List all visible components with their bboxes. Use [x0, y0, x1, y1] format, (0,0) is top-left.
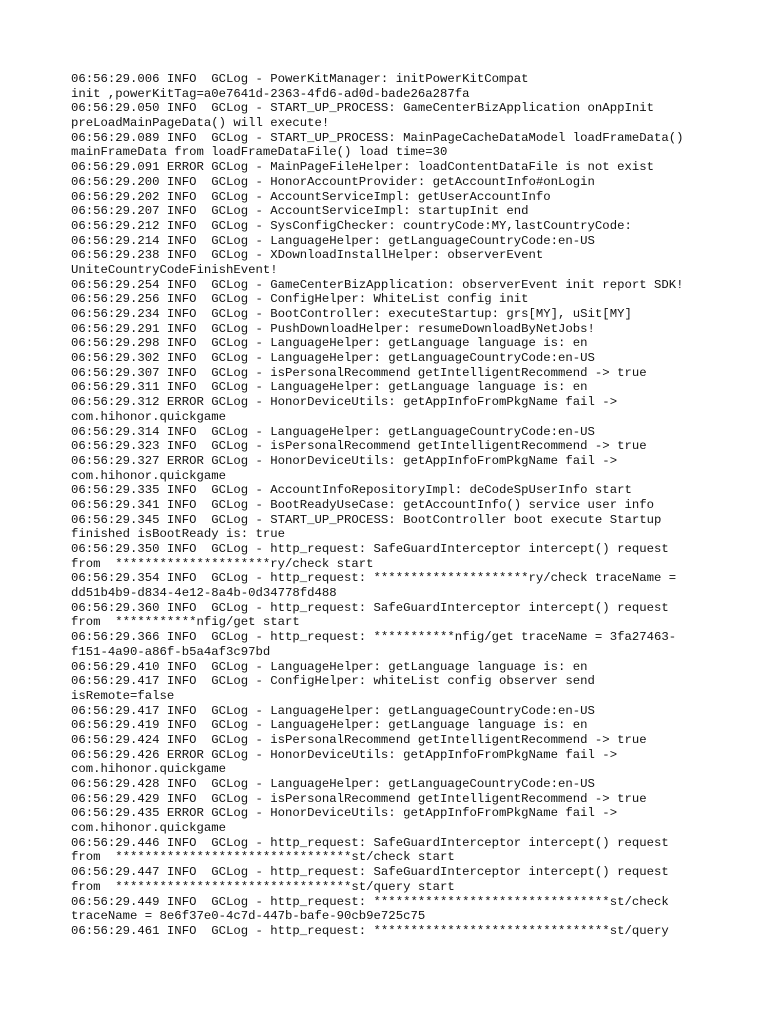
log-line: dd51b4b9-d834-4e12-8a4b-0d34778fd488: [71, 586, 337, 601]
log-line: 06:56:29.312 ERROR GCLog - HonorDeviceUtils: getAppInfoFromPkgName fail ->: [71, 395, 618, 410]
log-line: 06:56:29.311 INFO GCLog - LanguageHelper: getLanguage language is: en: [71, 380, 588, 395]
log-line: 06:56:29.323 INFO GCLog - isPersonalRecommend getIntelligentRecommend -> true: [71, 439, 647, 454]
log-line: com.hihonor.quickgame: [71, 821, 226, 836]
log-line: 06:56:29.314 INFO GCLog - LanguageHelper: getLanguageCountryCode:en-US: [71, 424, 595, 439]
log-line: from ***********nfig/get start: [71, 615, 300, 630]
log-line: 06:56:29.302 INFO GCLog - LanguageHelper: getLanguageCountryCode:en-US: [71, 351, 595, 366]
log-line: 06:56:29.350 INFO GCLog - http_request: SafeGuardInterceptor intercept() request: [71, 542, 669, 556]
log-line: 06:56:29.089 INFO GCLog - START_UP_PROCESS: MainPageCacheDataModel loadFrameData(): [71, 130, 684, 145]
log-line: finished isBootReady is: true: [71, 527, 286, 542]
log-line: 06:56:29.341 INFO GCLog - BootReadyUseCase: getAccountInfo() service user info: [71, 497, 654, 512]
log-line: 06:56:29.050 INFO GCLog - START_UP_PROCESS: GameCenterBizApplication onAppInit: [71, 101, 654, 116]
log-line: 06:56:29.200 INFO GCLog - HonorAccountProvider: getAccountInfo#onLogin: [71, 174, 595, 189]
log-line: 06:56:29.291 INFO GCLog - PushDownloadHelper: resumeDownloadByNetJobs!: [71, 321, 595, 336]
log-line: mainFrameData from loadFrameDataFile() load time=30: [71, 145, 448, 160]
log-line: 06:56:29.307 INFO GCLog - isPersonalRecommend getIntelligentRecommend -> true: [71, 365, 647, 380]
log-line: 06:56:29.435 ERROR GCLog - HonorDeviceUtils: getAppInfoFromPkgName fail ->: [71, 806, 618, 821]
log-line: com.hihonor.quickgame: [71, 762, 226, 777]
log-line: 06:56:29.360 INFO GCLog - http_request: SafeGuardInterceptor intercept() request: [71, 600, 669, 615]
log-line: f151-4a90-a86f-b5a4af3c97bd: [71, 644, 271, 659]
log-line: init ,powerKitTag=a0e7641d-2363-4fd6-ad0d-bade26a287fa: [71, 86, 470, 101]
log-line: 06:56:29.429 INFO GCLog - isPersonalRecommend getIntelligentRecommend -> true: [71, 791, 647, 806]
log-line: from *********************ry/check start: [71, 556, 374, 571]
log-line: 06:56:29.354 INFO GCLog - http_request: *********************ry/check traceName =: [71, 571, 677, 586]
log-line: preLoadMainPageData() will execute!: [71, 116, 330, 131]
log-line: 06:56:29.419 INFO GCLog - LanguageHelper: getLanguage language is: en: [71, 718, 588, 733]
log-line: 06:56:29.366 INFO GCLog - http_request: ***********nfig/get traceName = 3fa27463-: [71, 630, 677, 645]
log-line: 06:56:29.461 INFO GCLog - http_request: ********************************st/query: [71, 923, 669, 938]
log-line: 06:56:29.335 INFO GCLog - AccountInfoRepositoryImpl: deCodeSpUserInfo start: [71, 483, 632, 498]
log-line: 06:56:29.256 INFO GCLog - ConfigHelper: WhiteList config init: [71, 292, 529, 307]
log-line: 06:56:29.202 INFO GCLog - AccountServiceImpl: getUserAccountInfo: [71, 189, 551, 204]
log-line: 06:56:29.447 INFO GCLog - http_request: SafeGuardInterceptor intercept() request: [71, 865, 669, 880]
log-line: 06:56:29.298 INFO GCLog - LanguageHelper: getLanguage language is: en: [71, 336, 588, 351]
log-line: from ********************************st/query start: [71, 879, 455, 894]
log-line: 06:56:29.417 INFO GCLog - ConfigHelper: whiteList config observer send: [71, 674, 595, 689]
log-line: from ********************************st/check start: [71, 850, 455, 865]
log-line: 06:56:29.426 ERROR GCLog - HonorDeviceUtils: getAppInfoFromPkgName fail ->: [71, 747, 618, 762]
log-line: isRemote=false: [71, 688, 175, 703]
log-line: 06:56:29.428 INFO GCLog - LanguageHelper: getLanguageCountryCode:en-US: [71, 777, 595, 791]
log-line: 06:56:29.214 INFO GCLog - LanguageHelper: getLanguageCountryCode:en-US: [71, 233, 595, 248]
log-line: 06:56:29.345 INFO GCLog - START_UP_PROCESS: BootController boot execute Startup: [71, 512, 662, 527]
log-line: 06:56:29.446 INFO GCLog - http_request: SafeGuardInterceptor intercept() request: [71, 835, 669, 850]
log-line: com.hihonor.quickgame: [71, 409, 226, 424]
log-line: 06:56:29.449 INFO GCLog - http_request: ********************************st/check: [71, 894, 669, 909]
log-line: 06:56:29.417 INFO GCLog - LanguageHelper: getLanguageCountryCode:en-US: [71, 703, 595, 718]
log-line: 06:56:29.238 INFO GCLog - XDownloadInstallHelper: observerEvent: [71, 248, 544, 263]
log-line: 06:56:29.207 INFO GCLog - AccountServiceImpl: startupInit end: [71, 204, 529, 219]
log-line: com.hihonor.quickgame: [71, 468, 226, 483]
log-line: 06:56:29.212 INFO GCLog - SysConfigChecker: countryCode:MY,lastCountryCode:: [71, 218, 632, 233]
log-line: traceName = 8e6f37e0-4c7d-447b-bafe-90cb9e725c75: [71, 909, 426, 924]
log-line: 06:56:29.424 INFO GCLog - isPersonalRecommend getIntelligentRecommend -> true: [71, 732, 647, 747]
log-line: 06:56:29.327 ERROR GCLog - HonorDeviceUtils: getAppInfoFromPkgName fail ->: [71, 453, 618, 468]
log-line: UniteCountryCodeFinishEvent!: [71, 262, 278, 277]
log-text-block: [71, 72, 711, 939]
log-line: 06:56:29.091 ERROR GCLog - MainPageFileHelper: loadContentDataFile is not exist: [71, 160, 654, 175]
log-line: 06:56:29.234 INFO GCLog - BootController: executeStartup: grs[MY], uSit[MY]: [71, 307, 632, 321]
log-line: 06:56:29.410 INFO GCLog - LanguageHelper: getLanguage language is: en: [71, 659, 588, 674]
log-line: 06:56:29.254 INFO GCLog - GameCenterBizApplication: observerEvent init report SDK!: [71, 277, 684, 292]
log-line: 06:56:29.006 INFO GCLog - PowerKitManager: initPowerKitCompat: [71, 72, 529, 86]
